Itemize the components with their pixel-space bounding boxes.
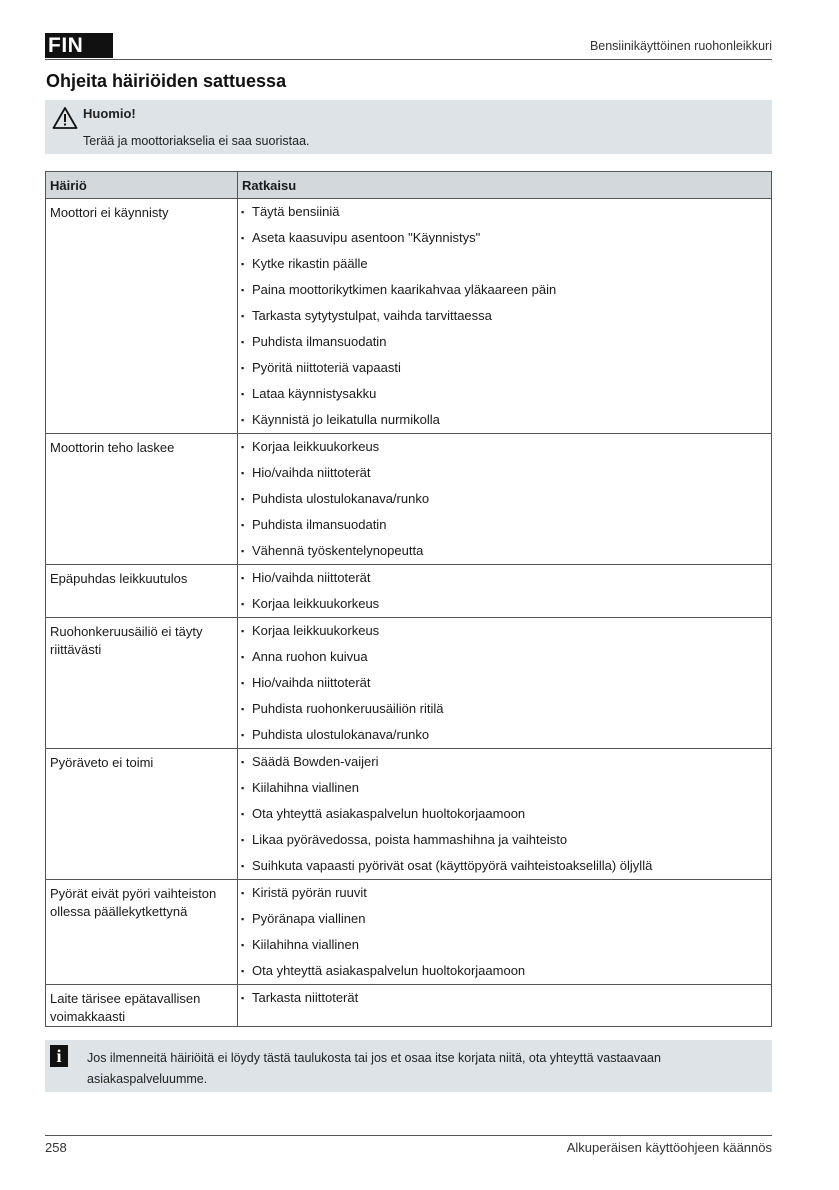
solution-item (238, 620, 771, 646)
solution-text: Korjaa leikkuukorkeus (252, 623, 380, 638)
solution-item (238, 305, 771, 331)
solution-item (238, 855, 771, 879)
bullet-icon: ▪ (241, 233, 245, 243)
solution-item (238, 331, 771, 357)
solution-item (238, 567, 771, 593)
solution-text: Korjaa leikkuukorkeus (252, 596, 380, 611)
solution-text: Hio/vaihda niittoterät (252, 465, 371, 480)
bullet-icon: ▪ (241, 835, 245, 845)
problem-cell: Pyörät eivät pyöri vaihteiston ollessa päällekytkettynä (46, 880, 238, 985)
bullet-icon: ▪ (241, 783, 245, 793)
solution-list (238, 985, 771, 1011)
solution-list (238, 618, 771, 748)
solution-item (238, 383, 771, 409)
solution-item (238, 462, 771, 488)
solution-text: Paina moottorikytkimen kaarikahvaa yläkaareen päin (252, 282, 557, 297)
table-row (46, 985, 772, 1027)
solution-text: Puhdista ulostulokanava/runko (252, 491, 430, 506)
bullet-icon: ▪ (241, 337, 245, 347)
solution-text: Anna ruohon kuivua (252, 649, 368, 664)
solution-text: Suihkuta vapaasti pyörivät osat (käyttöpyörä vaihteistoakselilla) öljyllä (252, 858, 653, 873)
solution-text: Korjaa leikkuukorkeus (252, 439, 380, 454)
solution-text: Kiilahihna viallinen (252, 937, 359, 952)
solution-item (238, 751, 771, 777)
solution-cell (238, 434, 772, 565)
problem-cell: Moottori ei käynnisty (46, 199, 238, 434)
info-icon: i (50, 1045, 68, 1067)
bullet-icon: ▪ (241, 940, 245, 950)
solution-item (238, 646, 771, 672)
solution-item (238, 436, 771, 462)
bullet-icon: ▪ (241, 730, 245, 740)
bullet-icon: ▪ (241, 207, 245, 217)
solution-item (238, 227, 771, 253)
warning-text: Terää ja moottoriakselia ei saa suoristaa. (83, 134, 310, 148)
solution-item (238, 357, 771, 383)
bullet-icon: ▪ (241, 599, 245, 609)
solution-item (238, 279, 771, 305)
table-row (46, 565, 772, 618)
table-row (46, 880, 772, 985)
bullet-icon: ▪ (241, 442, 245, 452)
solution-text: Hio/vaihda niittoterät (252, 675, 371, 690)
solution-item (238, 777, 771, 803)
bullet-icon: ▪ (241, 311, 245, 321)
bullet-icon: ▪ (241, 285, 245, 295)
info-box (45, 1040, 772, 1092)
problem-cell: Moottorin teho laskee (46, 434, 238, 565)
solution-text: Ota yhteyttä asiakaspalvelun huoltokorjaamoon (252, 963, 526, 978)
solution-item (238, 488, 771, 514)
solution-text: Hio/vaihda niittoterät (252, 570, 371, 585)
solution-cell (238, 880, 772, 985)
page-number: 258 (45, 1140, 67, 1155)
solution-cell (238, 199, 772, 434)
solution-text: Puhdista ilmansuodatin (252, 517, 387, 532)
page-footer (45, 1135, 772, 1155)
solution-text: Täytä bensiiniä (252, 204, 340, 219)
bullet-icon: ▪ (241, 861, 245, 871)
table-row (46, 199, 772, 434)
solution-text: Aseta kaasuvipu asentoon "Käynnistys" (252, 230, 481, 245)
solution-text: Lataa käynnistysakku (252, 386, 377, 401)
solution-text: Puhdista ulostulokanava/runko (252, 727, 430, 742)
solution-item (238, 514, 771, 540)
problem-cell: Epäpuhdas leikkuutulos (46, 565, 238, 618)
solution-item (238, 201, 771, 227)
solution-item (238, 698, 771, 724)
solution-item (238, 593, 771, 617)
warning-heading: Huomio! (83, 106, 136, 121)
bullet-icon: ▪ (241, 389, 245, 399)
solution-text: Ota yhteyttä asiakaspalvelun huoltokorjaamoon (252, 806, 526, 821)
solution-item (238, 934, 771, 960)
solution-text: Pyöritä niittoteriä vapaasti (252, 360, 401, 375)
solution-list (238, 880, 771, 984)
solution-item (238, 540, 771, 564)
solution-item (238, 829, 771, 855)
solution-text: Puhdista ruohonkeruusäiliön ritilä (252, 701, 444, 716)
bullet-icon: ▪ (241, 520, 245, 530)
info-text: Jos ilmenneitä häiriöitä ei löydy tästä taulukosta tai jos et osaa itse korjata niitä, ota yhteyttä vastaavaan asiakaspalveluumme. (87, 1051, 661, 1086)
bullet-icon: ▪ (241, 809, 245, 819)
solution-list (238, 434, 771, 564)
bullet-icon: ▪ (241, 494, 245, 504)
solution-list (238, 749, 771, 879)
warning-triangle-icon (52, 106, 78, 130)
bullet-icon: ▪ (241, 626, 245, 636)
table-row (46, 434, 772, 565)
solution-text: Kiristä pyörän ruuvit (252, 885, 367, 900)
solution-item (238, 672, 771, 698)
bullet-icon: ▪ (241, 966, 245, 976)
solution-text: Käynnistä jo leikatulla nurmikolla (252, 412, 440, 427)
solution-item (238, 960, 771, 984)
solution-cell (238, 985, 772, 1027)
bullet-icon: ▪ (241, 757, 245, 767)
bullet-icon: ▪ (241, 468, 245, 478)
bullet-icon: ▪ (241, 363, 245, 373)
bullet-icon: ▪ (241, 259, 245, 269)
solution-cell (238, 618, 772, 749)
bullet-icon: ▪ (241, 704, 245, 714)
troubleshooting-table (45, 171, 772, 1027)
solution-item (238, 908, 771, 934)
solution-list (238, 565, 771, 617)
solution-text: Tarkasta niittoterät (252, 990, 359, 1005)
table-row (46, 749, 772, 880)
bullet-icon: ▪ (241, 888, 245, 898)
column-header-solution: Ratkaisu (238, 172, 772, 199)
language-badge: FIN (45, 33, 113, 58)
bullet-icon: ▪ (241, 993, 245, 1003)
page-header (45, 33, 772, 60)
bullet-icon: ▪ (241, 546, 245, 556)
solution-text: Puhdista ilmansuodatin (252, 334, 387, 349)
table-header-row (46, 172, 772, 199)
bullet-icon: ▪ (241, 914, 245, 924)
solution-text: Pyöränapa viallinen (252, 911, 366, 926)
solution-text: Kytke rikastin päälle (252, 256, 368, 271)
warning-box (45, 100, 772, 154)
solution-cell (238, 749, 772, 880)
bullet-icon: ▪ (241, 415, 245, 425)
document-title: Bensiinikäyttöinen ruohonleikkuri (589, 39, 772, 53)
solution-item (238, 987, 771, 1011)
bullet-icon: ▪ (241, 652, 245, 662)
solution-text: Säädä Bowden-vaijeri (252, 754, 379, 769)
footer-text: Alkuperäisen käyttöohjeen käännös (566, 1140, 772, 1155)
table-row (46, 618, 772, 749)
solution-text: Likaa pyörävedossa, poista hammashihna ja vaihteisto (252, 832, 568, 847)
solution-cell (238, 565, 772, 618)
table-body (46, 199, 772, 1027)
problem-cell: Pyöräveto ei toimi (46, 749, 238, 880)
solution-text: Kiilahihna viallinen (252, 780, 359, 795)
solution-item (238, 409, 771, 433)
column-header-problem: Häiriö (46, 172, 238, 199)
bullet-icon: ▪ (241, 678, 245, 688)
problem-cell: Laite tärisee epätavallisen voimakkaasti (46, 985, 238, 1027)
solution-item (238, 803, 771, 829)
page-title: Ohjeita häiriöiden sattuessa (46, 71, 287, 91)
solution-item (238, 724, 771, 748)
solution-text: Vähennä työskentelynopeutta (252, 543, 424, 558)
solution-item (238, 253, 771, 279)
bullet-icon: ▪ (241, 573, 245, 583)
solution-list (238, 199, 771, 433)
problem-cell: Ruohonkeruusäiliö ei täyty riittävästi (46, 618, 238, 749)
solution-item (238, 882, 771, 908)
solution-text: Tarkasta sytytystulpat, vaihda tarvittaessa (252, 308, 492, 323)
